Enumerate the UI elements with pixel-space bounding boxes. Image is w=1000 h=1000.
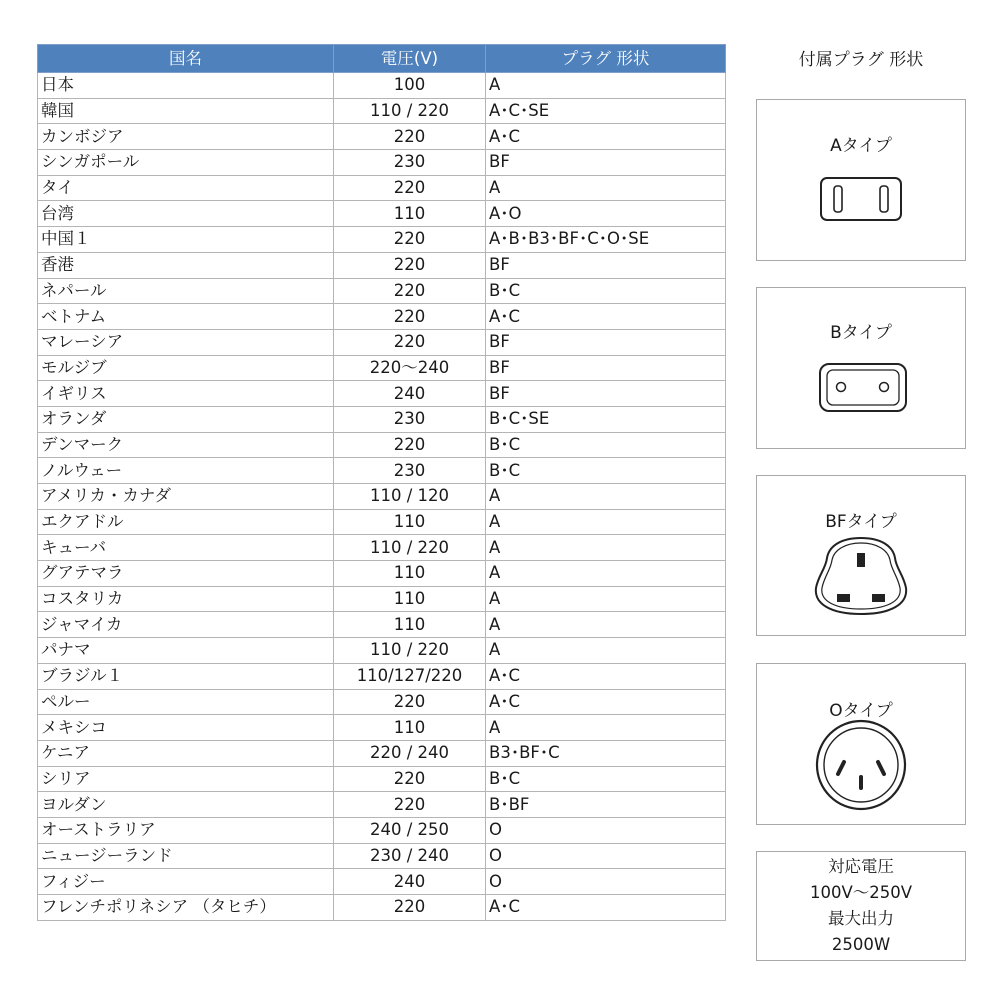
table-row (38, 766, 726, 792)
header-voltage: 電圧(V) (334, 45, 486, 73)
cell-country: ネパール (38, 278, 334, 304)
cell-plug-shape: BF (486, 252, 726, 278)
cell-plug-shape: A (486, 535, 726, 561)
cell-voltage: 110 / 220 (334, 535, 486, 561)
cell-voltage: 220〜240 (334, 355, 486, 381)
cell-voltage: 220 (334, 252, 486, 278)
table-row (38, 252, 726, 278)
cell-voltage: 220 (334, 895, 486, 921)
table-row (38, 895, 726, 921)
spec-output-label: 最大出力 (828, 909, 894, 928)
table-row (38, 227, 726, 253)
cell-plug-shape: A･O (486, 201, 726, 227)
cell-voltage: 110 (334, 509, 486, 535)
table-row (38, 175, 726, 201)
cell-voltage: 110 / 220 (334, 638, 486, 664)
table-body (38, 73, 726, 921)
cell-country: 中国１ (38, 227, 334, 253)
cell-country: キューバ (38, 535, 334, 561)
cell-voltage: 110 (334, 612, 486, 638)
cell-country: エクアドル (38, 509, 334, 535)
plug-label-a: Aタイプ (830, 136, 892, 156)
table-row (38, 612, 726, 638)
spec-box (756, 851, 966, 961)
plug-type-o-icon (757, 664, 965, 824)
cell-country: マレーシア (38, 329, 334, 355)
cell-voltage: 230 (334, 406, 486, 432)
table-row (38, 381, 726, 407)
cell-country: 韓国 (38, 98, 334, 124)
plug-label-b: Bタイプ (830, 323, 892, 343)
cell-voltage: 240 (334, 869, 486, 895)
cell-plug-shape: A (486, 586, 726, 612)
cell-plug-shape: A･C (486, 895, 726, 921)
cell-country: フィジー (38, 869, 334, 895)
cell-plug-shape: O (486, 817, 726, 843)
cell-country: 日本 (38, 73, 334, 99)
cell-plug-shape: A (486, 509, 726, 535)
cell-country: ケニア (38, 740, 334, 766)
cell-plug-shape: A･C (486, 124, 726, 150)
cell-voltage: 230 (334, 458, 486, 484)
cell-voltage: 220 (334, 227, 486, 253)
cell-country: ノルウェー (38, 458, 334, 484)
cell-plug-shape: BF (486, 150, 726, 176)
cell-country: イギリス (38, 381, 334, 407)
table-row (38, 278, 726, 304)
cell-plug-shape: BF (486, 355, 726, 381)
cell-voltage: 230 / 240 (334, 843, 486, 869)
table-row (38, 73, 726, 99)
cell-country: メキシコ (38, 715, 334, 741)
cell-plug-shape: O (486, 869, 726, 895)
table-row (38, 715, 726, 741)
cell-voltage: 110 (334, 586, 486, 612)
cell-voltage: 240 / 250 (334, 817, 486, 843)
plug-card-a (756, 99, 966, 261)
plug-label-bf: BFタイプ (825, 512, 897, 532)
cell-country: コスタリカ (38, 586, 334, 612)
cell-country: グアテマラ (38, 561, 334, 587)
cell-voltage: 220 (334, 432, 486, 458)
cell-country: シリア (38, 766, 334, 792)
cell-country: ペルー (38, 689, 334, 715)
table-row (38, 561, 726, 587)
cell-voltage: 220 (334, 124, 486, 150)
cell-country: フレンチポリネシア （タヒチ） (38, 895, 334, 921)
header-plug-shape: プラグ 形状 (486, 45, 726, 73)
plug-card-bf (756, 475, 966, 636)
cell-voltage: 220 (334, 792, 486, 818)
cell-voltage: 110 (334, 201, 486, 227)
cell-country: オーストラリア (38, 817, 334, 843)
cell-plug-shape: B･C (486, 432, 726, 458)
cell-plug-shape: A (486, 715, 726, 741)
table-row (38, 201, 726, 227)
cell-plug-shape: A･C (486, 689, 726, 715)
plug-card-o (756, 663, 966, 825)
plug-label-o: Oタイプ (829, 701, 893, 721)
cell-voltage: 110 / 120 (334, 484, 486, 510)
table-row (38, 817, 726, 843)
table-row (38, 663, 726, 689)
cell-plug-shape: A (486, 484, 726, 510)
cell-country: ニュージーランド (38, 843, 334, 869)
spec-voltage-value: 100V〜250V (809, 883, 913, 902)
cell-country: ブラジル１ (38, 663, 334, 689)
table-row (38, 406, 726, 432)
plug-card-b (756, 287, 966, 449)
table-row (38, 638, 726, 664)
cell-plug-shape: B･C (486, 766, 726, 792)
table-row (38, 740, 726, 766)
cell-country: アメリカ・カナダ (38, 484, 334, 510)
header-country: 国名 (38, 45, 334, 73)
cell-country: 香港 (38, 252, 334, 278)
spec-output-value: 2500W (831, 935, 891, 954)
cell-plug-shape: B･BF (486, 792, 726, 818)
cell-voltage: 100 (334, 73, 486, 99)
cell-plug-shape: A (486, 73, 726, 99)
table-row (38, 355, 726, 381)
table-row (38, 304, 726, 330)
cell-plug-shape: B･C (486, 458, 726, 484)
table-row (38, 843, 726, 869)
table-row (38, 124, 726, 150)
cell-plug-shape: BF (486, 381, 726, 407)
table-row (38, 458, 726, 484)
cell-plug-shape: A･C･SE (486, 98, 726, 124)
table-row (38, 329, 726, 355)
cell-voltage: 110 (334, 561, 486, 587)
cell-voltage: 220 (334, 304, 486, 330)
cell-plug-shape: B3･BF･C (486, 740, 726, 766)
spec-voltage-label: 対応電圧 (828, 857, 894, 876)
cell-voltage: 220 (334, 329, 486, 355)
cell-voltage: 220 (334, 175, 486, 201)
cell-plug-shape: A･C (486, 304, 726, 330)
cell-country: ヨルダン (38, 792, 334, 818)
cell-plug-shape: A (486, 612, 726, 638)
cell-plug-shape: BF (486, 329, 726, 355)
cell-voltage: 220 (334, 766, 486, 792)
table-row (38, 869, 726, 895)
cell-voltage: 220 / 240 (334, 740, 486, 766)
cell-plug-shape: O (486, 843, 726, 869)
plug-table (37, 44, 726, 921)
cell-country: タイ (38, 175, 334, 201)
cell-voltage: 110/127/220 (334, 663, 486, 689)
cell-plug-shape: A (486, 638, 726, 664)
table-row (38, 689, 726, 715)
cell-country: 台湾 (38, 201, 334, 227)
cell-country: デンマーク (38, 432, 334, 458)
cell-plug-shape: B･C･SE (486, 406, 726, 432)
table-header-row (38, 45, 726, 73)
cell-plug-shape: A (486, 175, 726, 201)
table-row (38, 150, 726, 176)
cell-country: シンガポール (38, 150, 334, 176)
cell-voltage: 220 (334, 689, 486, 715)
plug-type-b-icon (757, 288, 965, 448)
cell-country: カンボジア (38, 124, 334, 150)
table-row (38, 509, 726, 535)
cell-country: ジャマイカ (38, 612, 334, 638)
cell-voltage: 110 / 220 (334, 98, 486, 124)
cell-voltage: 240 (334, 381, 486, 407)
table-row (38, 98, 726, 124)
cell-country: モルジブ (38, 355, 334, 381)
cell-voltage: 230 (334, 150, 486, 176)
cell-plug-shape: A･B･B3･BF･C･O･SE (486, 227, 726, 253)
cell-voltage: 220 (334, 278, 486, 304)
table-row (38, 432, 726, 458)
cell-plug-shape: A (486, 561, 726, 587)
table-row (38, 535, 726, 561)
plug-type-bf-icon (757, 476, 965, 636)
table-row (38, 484, 726, 510)
cell-country: パナマ (38, 638, 334, 664)
table-row (38, 586, 726, 612)
sidebar-title: 付属プラグ 形状 (798, 50, 924, 70)
table-row (38, 792, 726, 818)
plug-type-a-icon (757, 100, 965, 260)
cell-plug-shape: B･C (486, 278, 726, 304)
cell-country: ベトナム (38, 304, 334, 330)
cell-country: オランダ (38, 406, 334, 432)
cell-voltage: 110 (334, 715, 486, 741)
cell-plug-shape: A･C (486, 663, 726, 689)
